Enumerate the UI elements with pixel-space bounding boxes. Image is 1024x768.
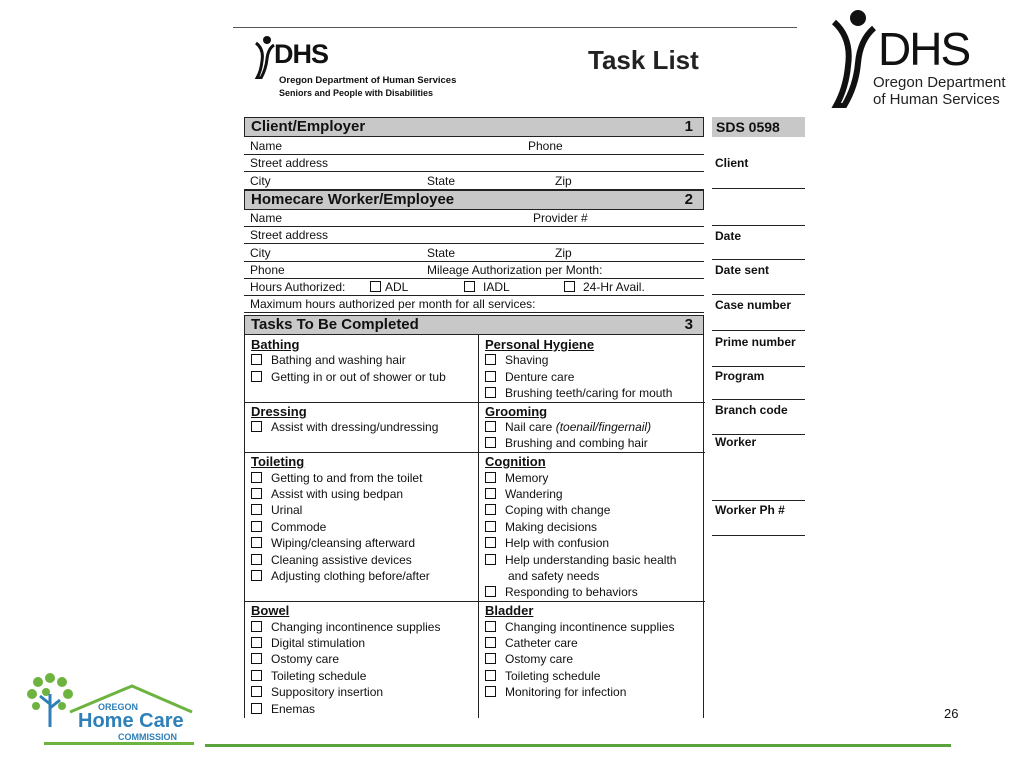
checkbox-label: ADL bbox=[385, 280, 409, 294]
checkbox-label: IADL bbox=[483, 280, 510, 294]
task-checkbox[interactable] bbox=[251, 620, 440, 634]
field-label: Zip bbox=[555, 174, 572, 188]
task-checkbox[interactable] bbox=[251, 520, 326, 534]
task-checkbox[interactable] bbox=[485, 487, 563, 501]
task-label: Getting in or out of shower or tub bbox=[271, 370, 446, 384]
task-checkbox[interactable] bbox=[485, 436, 648, 450]
task-label: Suppository insertion bbox=[271, 685, 384, 699]
category-dressing: Dressing bbox=[251, 404, 307, 419]
task-label: Toileting schedule bbox=[271, 669, 367, 683]
side-label-date-sent: Date sent bbox=[715, 263, 770, 277]
section-client-header bbox=[244, 117, 704, 137]
task-label: Assist with using bedpan bbox=[271, 487, 404, 501]
max-hours-row[interactable] bbox=[244, 296, 704, 313]
task-label: Brushing and combing hair bbox=[505, 436, 648, 450]
field-label: City bbox=[250, 174, 271, 188]
logo-line3: COMMISSION bbox=[118, 732, 178, 742]
side-underline[interactable] bbox=[712, 225, 805, 226]
section-number: 1 bbox=[684, 118, 693, 135]
task-checkbox[interactable] bbox=[485, 652, 573, 666]
field-label: Street address bbox=[250, 228, 329, 242]
worker-phone-row[interactable] bbox=[244, 262, 704, 279]
task-label: Denture care bbox=[505, 370, 575, 384]
hours-authorized-row bbox=[244, 279, 704, 296]
side-underline[interactable] bbox=[712, 535, 805, 536]
side-label-client: Client bbox=[715, 156, 749, 170]
page-number: 26 bbox=[944, 706, 959, 721]
task-label: Ostomy care bbox=[505, 652, 574, 666]
task-list-form bbox=[244, 117, 704, 717]
task-label: Making decisions bbox=[505, 520, 598, 534]
task-label: Commode bbox=[271, 520, 327, 534]
category-cognition: Cognition bbox=[485, 454, 546, 469]
task-label: Changing incontinence supplies bbox=[271, 620, 441, 634]
task-label: Digital stimulation bbox=[271, 636, 366, 650]
side-underline[interactable] bbox=[712, 500, 805, 501]
task-checkbox[interactable] bbox=[251, 487, 403, 501]
task-label: Help understanding basic health bbox=[505, 553, 677, 567]
task-label: and safety needs bbox=[508, 569, 600, 583]
task-label: Responding to behaviors bbox=[505, 585, 638, 599]
task-label: Getting to and from the toilet bbox=[271, 471, 423, 485]
category-grooming: Grooming bbox=[485, 404, 548, 419]
task-continuation bbox=[508, 569, 599, 583]
task-label: Bathing and washing hair bbox=[271, 353, 406, 367]
side-label-worker-phone: Worker Ph # bbox=[715, 503, 785, 517]
category-bowel: Bowel bbox=[251, 603, 290, 618]
field-label: State bbox=[427, 174, 456, 188]
task-label: Changing incontinence supplies bbox=[505, 620, 675, 634]
task-label: Enemas bbox=[271, 702, 316, 716]
task-checkbox[interactable] bbox=[251, 471, 422, 485]
task-grid bbox=[244, 335, 704, 718]
task-checkbox[interactable] bbox=[485, 620, 674, 634]
iadl-checkbox[interactable] bbox=[464, 279, 510, 295]
task-checkbox[interactable] bbox=[251, 503, 302, 517]
row-divider bbox=[245, 402, 705, 403]
form-dhs-logo bbox=[252, 35, 482, 105]
task-checkbox[interactable] bbox=[485, 536, 609, 550]
logo-line1: OREGON bbox=[98, 702, 139, 712]
worker-name-row[interactable] bbox=[244, 210, 704, 227]
task-checkbox[interactable] bbox=[485, 503, 610, 517]
task-checkbox[interactable] bbox=[485, 471, 548, 485]
task-label: Wandering bbox=[505, 487, 563, 501]
task-checkbox[interactable] bbox=[485, 353, 548, 367]
section-title: Client/Employer bbox=[251, 118, 366, 135]
checkbox-label: 24-Hr Avail. bbox=[583, 280, 645, 294]
task-checkbox[interactable] bbox=[251, 702, 315, 716]
task-checkbox[interactable] bbox=[485, 553, 676, 567]
field-label: City bbox=[250, 246, 271, 260]
task-checkbox[interactable] bbox=[251, 536, 415, 550]
form-logo-line2: Seniors and People with Disabilities bbox=[279, 88, 434, 98]
category-bathing: Bathing bbox=[251, 337, 300, 352]
field-label: Phone bbox=[528, 139, 563, 153]
form-title: Task List bbox=[588, 45, 699, 75]
field-label: Phone bbox=[250, 263, 285, 277]
category-bladder: Bladder bbox=[485, 603, 534, 618]
home-care-commission-logo bbox=[20, 672, 200, 752]
task-checkbox[interactable] bbox=[485, 585, 638, 599]
task-checkbox[interactable] bbox=[251, 669, 366, 683]
task-label: Coping with change bbox=[505, 503, 611, 517]
worker-city-row[interactable] bbox=[244, 245, 704, 262]
task-label: Brushing teeth/caring for mouth bbox=[505, 386, 673, 400]
field-label: Zip bbox=[555, 246, 572, 260]
footer-rule bbox=[205, 744, 951, 747]
task-checkbox[interactable] bbox=[251, 636, 365, 650]
task-checkbox[interactable] bbox=[251, 353, 406, 367]
task-label: Monitoring for infection bbox=[505, 685, 627, 699]
field-label: Provider # bbox=[533, 211, 588, 225]
client-street-row[interactable] bbox=[244, 155, 704, 172]
task-label: Nail care bbox=[505, 420, 553, 434]
side-underline[interactable] bbox=[712, 330, 805, 331]
row-divider bbox=[245, 452, 705, 453]
task-label: Urinal bbox=[271, 503, 303, 517]
side-label-branch-code: Branch code bbox=[715, 403, 788, 417]
field-label: Street address bbox=[250, 156, 329, 170]
adl-checkbox[interactable] bbox=[370, 279, 408, 295]
side-label-case-number: Case number bbox=[715, 298, 792, 312]
task-checkbox[interactable] bbox=[251, 370, 446, 384]
logo-line2: Home Care bbox=[78, 710, 184, 732]
category-toileting: Toileting bbox=[251, 454, 305, 469]
section-number: 3 bbox=[684, 316, 693, 333]
task-checkbox[interactable] bbox=[485, 636, 578, 650]
section-worker-header bbox=[244, 190, 704, 210]
side-underline[interactable] bbox=[712, 294, 805, 295]
task-checkbox[interactable] bbox=[251, 420, 438, 434]
task-label: Assist with dressing/undressing bbox=[271, 420, 439, 434]
slide-logo-line2: of Human Services bbox=[873, 91, 1000, 108]
client-city-row[interactable] bbox=[244, 173, 704, 190]
side-underline[interactable] bbox=[712, 259, 805, 260]
category-personal-hygiene: Personal Hygiene bbox=[485, 337, 595, 352]
task-checkbox[interactable] bbox=[251, 685, 383, 699]
avail-checkbox[interactable] bbox=[564, 279, 645, 295]
slide-logo-line1: Oregon Department bbox=[873, 74, 1006, 91]
side-label-program: Program bbox=[715, 369, 765, 383]
task-checkbox[interactable] bbox=[485, 386, 672, 400]
task-checkbox[interactable] bbox=[485, 370, 574, 384]
side-underline[interactable] bbox=[712, 366, 805, 367]
row-divider bbox=[245, 601, 705, 602]
section-title: Tasks To Be Completed bbox=[251, 316, 419, 333]
client-name-row[interactable] bbox=[244, 138, 704, 155]
side-label-worker: Worker bbox=[715, 435, 757, 449]
slide-logo-mark: DHS bbox=[878, 23, 970, 75]
side-label-date: Date bbox=[715, 229, 742, 243]
side-label-prime-number: Prime number bbox=[715, 335, 796, 349]
task-label: Wiping/cleansing afterward bbox=[271, 536, 416, 550]
task-checkbox[interactable] bbox=[485, 520, 597, 534]
field-label: Hours Authorized: bbox=[250, 280, 346, 294]
field-label: Mileage Authorization per Month: bbox=[427, 263, 603, 277]
side-underline[interactable] bbox=[712, 188, 805, 189]
task-label: Help with confusion bbox=[505, 536, 610, 550]
task-checkbox[interactable] bbox=[251, 652, 339, 666]
section-title: Homecare Worker/Employee bbox=[251, 191, 455, 208]
section-number: 2 bbox=[684, 191, 693, 208]
form-logo-mark: DHS bbox=[274, 39, 329, 69]
top-rule bbox=[233, 27, 797, 28]
task-label: Memory bbox=[505, 471, 549, 485]
column-divider bbox=[478, 335, 479, 718]
task-checkbox[interactable] bbox=[251, 553, 412, 567]
task-checkbox[interactable] bbox=[485, 669, 600, 683]
field-label: Name bbox=[250, 139, 283, 153]
section-tasks-header bbox=[244, 315, 704, 335]
worker-street-row[interactable] bbox=[244, 227, 704, 244]
task-checkbox[interactable] bbox=[485, 420, 651, 434]
side-underline[interactable] bbox=[712, 399, 805, 400]
task-checkbox[interactable] bbox=[251, 569, 430, 583]
task-label: Adjusting clothing before/after bbox=[271, 569, 430, 583]
task-label: Toileting schedule bbox=[505, 669, 601, 683]
task-label: Catheter care bbox=[505, 636, 578, 650]
form-logo-line1: Oregon Department of Human Services bbox=[279, 75, 457, 86]
field-label: Maximum hours authorized per month for all services: bbox=[250, 297, 536, 311]
form-id: SDS 0598 bbox=[712, 117, 805, 137]
task-label: Shaving bbox=[505, 353, 549, 367]
field-label: Name bbox=[250, 211, 283, 225]
task-note: (toenail/fingernail) bbox=[555, 420, 652, 434]
task-label: Cleaning assistive devices bbox=[271, 553, 412, 567]
task-label: Ostomy care bbox=[271, 652, 340, 666]
task-checkbox[interactable] bbox=[485, 685, 626, 699]
field-label: State bbox=[427, 246, 456, 260]
